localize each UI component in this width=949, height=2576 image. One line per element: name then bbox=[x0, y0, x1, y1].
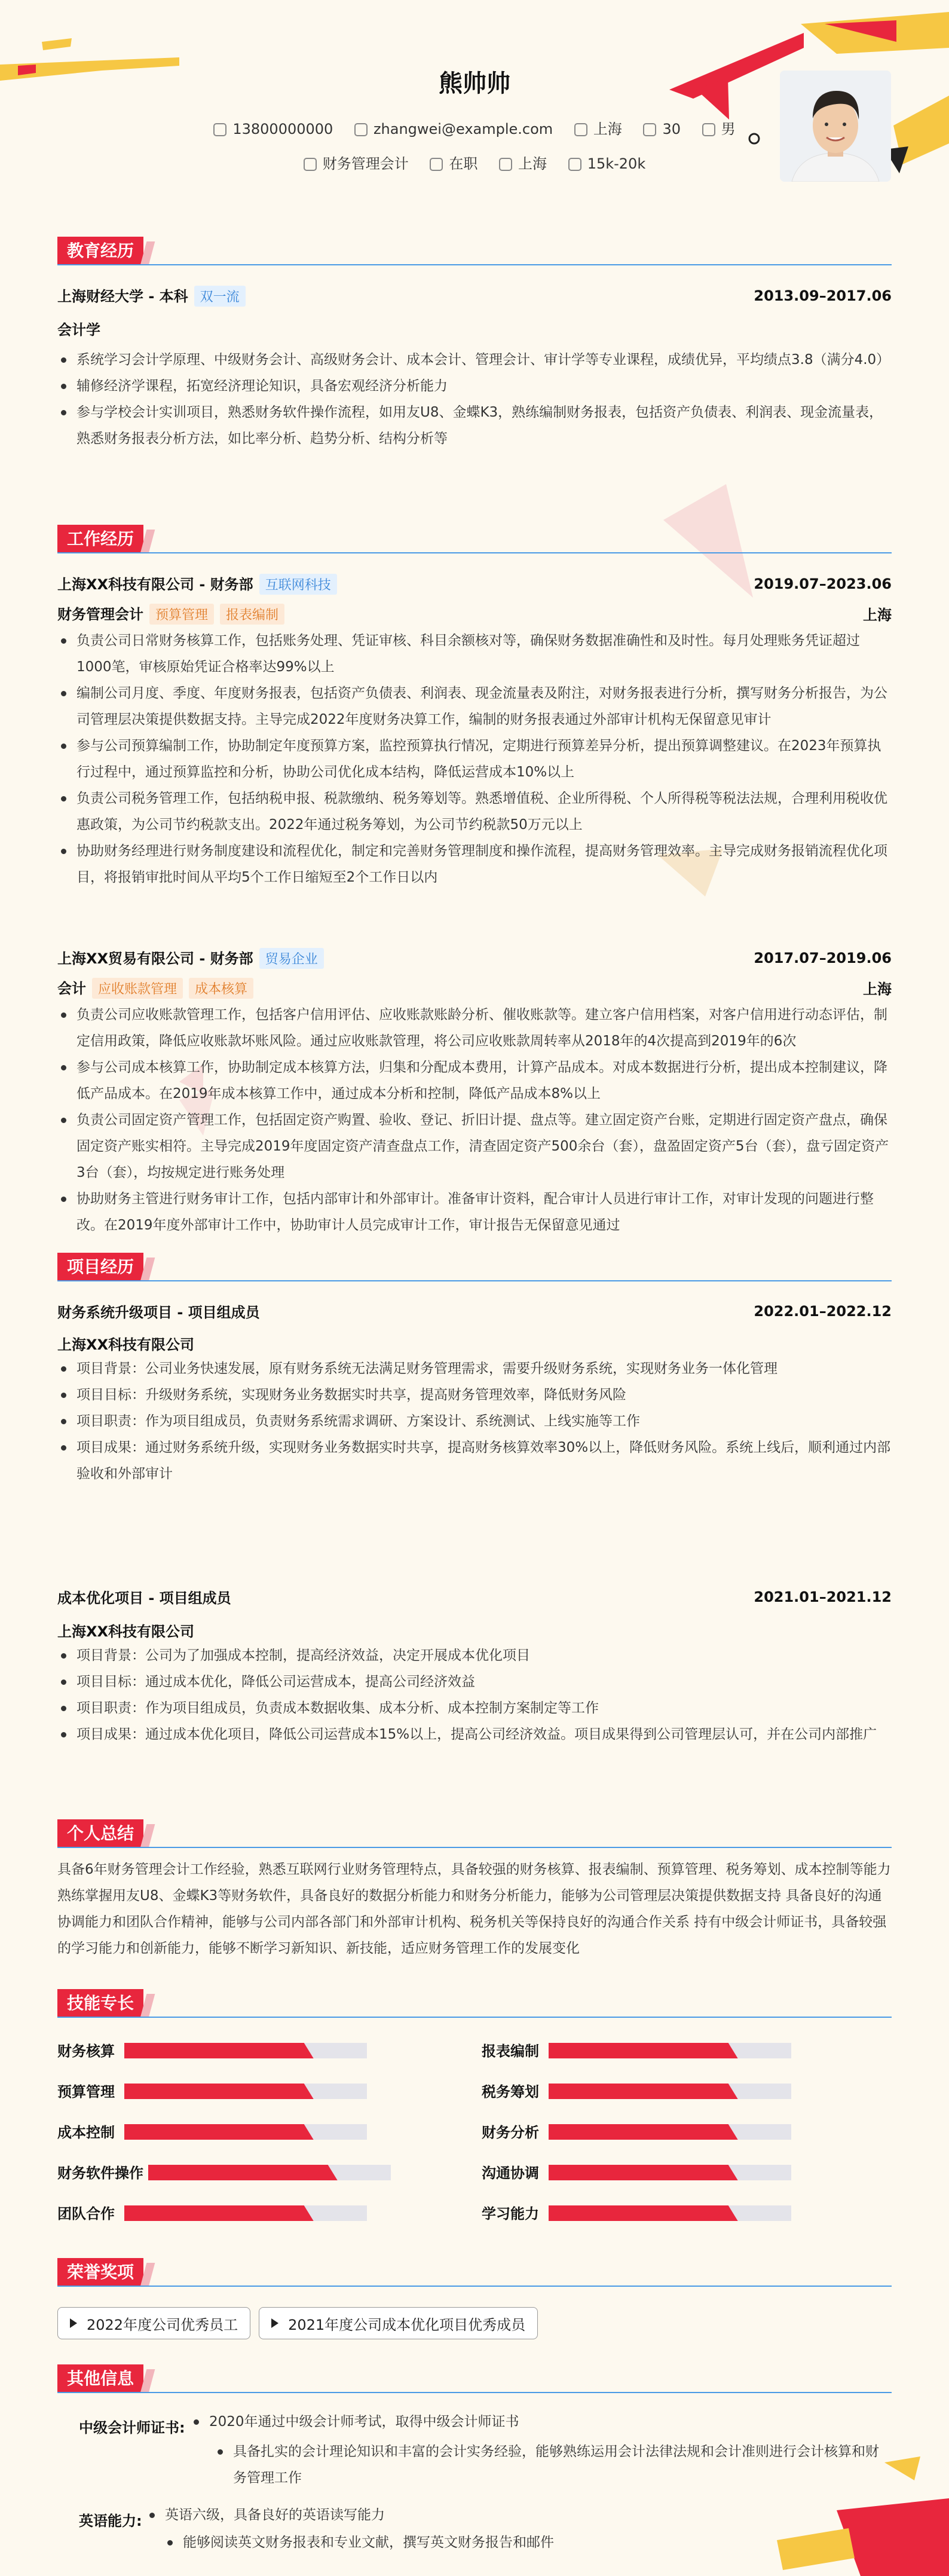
list-item: 参与学校会计实训项目，熟悉财务软件操作流程，如用友U8、金蝶K3，熟练编制财务报表，包括资产负债表、利润表、现金流量表，熟悉财务报表分析方法，如比率分析、趋势分析、结构分析等 bbox=[57, 399, 892, 452]
play-icon bbox=[70, 2318, 77, 2328]
job-intent: 财务管理会计 bbox=[304, 152, 409, 173]
building-icon bbox=[499, 158, 512, 171]
skill-tag: 预算管理 bbox=[149, 604, 214, 625]
skill-level-bar bbox=[549, 2043, 791, 2058]
skill-name: 财务软件操作 bbox=[57, 2165, 143, 2182]
skill-level-fill bbox=[549, 2165, 738, 2180]
status-icon bbox=[430, 158, 443, 171]
industry-tag: 贸易企业 bbox=[259, 948, 324, 969]
job-duties bbox=[57, 1002, 892, 1238]
list-item: 辅修经济学课程，拓宽经济理论知识，具备宏观经济分析能力 bbox=[57, 373, 892, 399]
section-title: 荣誉奖项 bbox=[57, 2258, 143, 2287]
skill-item bbox=[482, 2121, 539, 2141]
section-divider bbox=[57, 2392, 892, 2393]
awards-section bbox=[57, 2258, 892, 2333]
section-title: 项目经历 bbox=[57, 1253, 143, 1281]
job-date: 2019.07–2023.06 bbox=[754, 575, 892, 592]
skill-name: 财务分析 bbox=[482, 2124, 539, 2141]
section-divider bbox=[57, 2286, 892, 2287]
other-section bbox=[57, 2364, 892, 2550]
education-list bbox=[57, 347, 892, 452]
list-item: 项目成果：通过成本优化项目，降低公司运营成本15%以上，提高公司经济效益。项目成果得到公司管理层认可，并在公司内部推广 bbox=[57, 1721, 892, 1748]
section-title: 技能专长 bbox=[57, 1989, 143, 2018]
work-section bbox=[57, 525, 892, 1233]
summary-text: 具备6年财务管理会计工作经验，熟悉互联网行业财务管理特点，具备较强的财务核算、报表编制、预算管理、税务筹划、成本控制等能力 熟练掌握用友U8、金蝶K3等财务软件，具备良好的数据分析能力和财务分析能力，能够为公司管理层决策提供数据支持 具备良好的沟通协调能力和团队合作精神，能够与公司内部各部门和外部审计机构、税务机关等保持良好的沟通合作关系 持有中级会计师证书，具备较强的学习能力和创新能力，能够不断学习新知识、新技能，适应财务管理工作的发展变化 bbox=[57, 1862, 891, 1956]
skill-level-bar bbox=[549, 2165, 791, 2180]
skill-item bbox=[57, 2202, 115, 2223]
skill-item bbox=[482, 2039, 539, 2060]
section-divider bbox=[57, 552, 892, 553]
cert-list bbox=[214, 2439, 892, 2491]
skill-level-fill bbox=[549, 2124, 738, 2140]
skill-level-bar bbox=[124, 2124, 367, 2140]
section-divider bbox=[57, 264, 892, 265]
skill-name: 成本控制 bbox=[57, 2124, 115, 2141]
salary: 15k-20k bbox=[568, 155, 646, 172]
list-item: 项目背景：公司业务快速发展，原有财务系统无法满足财务管理需求，需要升级财务系统，实现财务业务一体化管理 bbox=[57, 1356, 892, 1382]
skill-tag: 报表编制 bbox=[220, 604, 284, 625]
list-item: 项目目标：升级财务系统，实现财务业务数据实时共享，提高财务管理效率，降低财务风险 bbox=[57, 1382, 892, 1408]
list-item: 协助财务经理进行财务制度建设和流程优化，制定和完善财务管理制度和操作流程，提高财务管理效率。主导完成财务报销流程优化项目，将报销审批时间从平均5个工作日缩短至2个工作日以内 bbox=[57, 838, 892, 891]
project-details bbox=[57, 1642, 892, 1748]
list-item: 负责公司应收账款管理工作，包括客户信用评估、应收账款账龄分析、催收账款等。建立客户信用档案，对客户信用进行动态评估，制定信用政策，降低应收账款坏账风险。通过应收账款管理，将公司应收账款周转率从2018年的4次提高到2019年的6次 bbox=[57, 1002, 892, 1054]
skill-level-bar bbox=[549, 2084, 791, 2099]
english-label: 英语能力: bbox=[79, 2513, 142, 2529]
project-section bbox=[57, 1253, 892, 1742]
section-title: 其他信息 bbox=[57, 2364, 143, 2393]
phone: 13800000000 bbox=[213, 121, 333, 137]
skill-level-fill bbox=[549, 2205, 738, 2221]
skill-level-bar bbox=[148, 2165, 391, 2180]
job-position-row: 财务管理会计 预算管理 报表编制 上海 bbox=[57, 602, 892, 625]
english-list bbox=[146, 2502, 892, 2528]
skill-item bbox=[57, 2039, 115, 2060]
skill-level-bar bbox=[124, 2084, 367, 2099]
skill-level-fill bbox=[549, 2084, 738, 2099]
money-icon bbox=[568, 158, 581, 171]
gender: 男 bbox=[702, 117, 736, 138]
target-city: 上海 bbox=[499, 152, 547, 173]
awards-list bbox=[57, 2307, 546, 2339]
list-item: 2020年通过中级会计师考试，取得中级会计师证书 bbox=[190, 2409, 892, 2435]
list-item: 参与公司成本核算工作，协助制定成本核算方法，归集和分配成本费用，计算产品成本。对成本数据进行分析，提出成本控制建议，降低产品成本。在2019年成本核算工作中，通过成本分析和控制，降低产品成本8%以上 bbox=[57, 1054, 892, 1107]
skill-name: 沟通协调 bbox=[482, 2165, 539, 2182]
project-header: 成本优化项目 - 项目组成员 2021.01–2021.12 bbox=[57, 1588, 892, 1607]
list-item: 参与公司预算编制工作，协助制定年度预算方案，监控预算执行情况，定期进行预算差异分析，提出预算调整建议。在2023年预算执行过程中，通过预算监控和分析，协助公司优化成本结构，降低运营成本10%以上 bbox=[57, 733, 892, 785]
list-item: 项目职责：作为项目组成员，负责成本数据收集、成本分析、成本控制方案制定等工作 bbox=[57, 1695, 892, 1721]
skill-level-bar bbox=[124, 2043, 367, 2058]
section-divider bbox=[57, 1280, 892, 1281]
list-item: 负责公司固定资产管理工作，包括固定资产购置、验收、登记、折旧计提、盘点等。建立固定资产台账，定期进行固定资产盘点，确保固定资产账实相符。主导完成2019年度固定资产清查盘点工作，清查固定资产500余台（套），盘盈固定资产5台（套），盘亏固定资产3台（套），均按规定进行账务处理 bbox=[57, 1107, 892, 1186]
job-duties bbox=[57, 628, 892, 891]
skills-section bbox=[57, 1989, 892, 2300]
award-item: 2021年度公司成本优化项目优秀成员 bbox=[259, 2307, 538, 2339]
skill-name: 预算管理 bbox=[57, 2084, 115, 2100]
english-list bbox=[164, 2529, 892, 2556]
skill-level-fill bbox=[124, 2205, 314, 2221]
job-header: 上海XX贸易有限公司 - 财务部 贸易企业 2017.07–2019.06 bbox=[57, 947, 892, 969]
skill-level-bar bbox=[124, 2205, 367, 2221]
skill-item bbox=[482, 2202, 539, 2223]
cert-label: 中级会计师证书: bbox=[79, 2419, 185, 2436]
skill-level-bar bbox=[549, 2124, 791, 2140]
list-item: 项目职责：作为项目组成员，负责财务系统需求调研、方案设计、系统测试、上线实施等工作 bbox=[57, 1408, 892, 1434]
section-divider bbox=[57, 2017, 892, 2018]
skill-name: 报表编制 bbox=[482, 2043, 539, 2060]
list-item: 英语六级，具备良好的英语读写能力 bbox=[146, 2502, 892, 2528]
list-item: 项目成果：通过财务系统升级，实现财务业务数据实时共享，提高财务核算效率30%以上，降低财务风险。系统上线后，顺利通过内部验收和外部审计 bbox=[57, 1434, 892, 1487]
section-divider bbox=[57, 1847, 892, 1848]
project-company: 上海XX科技有限公司 bbox=[57, 1623, 195, 1640]
location-icon bbox=[574, 123, 587, 136]
skill-level-fill bbox=[549, 2043, 738, 2058]
award-item: 2022年度公司优秀员工 bbox=[57, 2307, 250, 2339]
section-title: 个人总结 bbox=[57, 1819, 143, 1848]
list-item: 负责公司日常财务核算工作，包括账务处理、凭证审核、科目余额核对等，确保财务数据准确性和及时性。每月处理账务凭证超过1000笔，审核原始凭证合格率达99%以上 bbox=[57, 628, 892, 680]
list-item: 项目目标：通过成本优化，降低公司运营成本，提高公司经济效益 bbox=[57, 1669, 892, 1695]
industry-tag: 互联网科技 bbox=[259, 574, 337, 595]
play-icon bbox=[271, 2318, 278, 2328]
skill-item bbox=[57, 2080, 115, 2101]
skill-level-fill bbox=[148, 2165, 338, 2180]
list-item: 负责公司税务管理工作，包括纳税申报、税款缴纳、税务筹划等。熟悉增值税、企业所得税、个人所得税等税法法规，合理利用税收优惠政策，为公司节约税款支出。2022年通过税务筹划，为公司节约税款50万元以上 bbox=[57, 785, 892, 838]
project-header: 财务系统升级项目 - 项目组成员 2022.01–2022.12 bbox=[57, 1302, 892, 1321]
section-title: 教育经历 bbox=[57, 237, 143, 265]
city: 上海 bbox=[574, 117, 622, 138]
skill-name: 税务筹划 bbox=[482, 2084, 539, 2100]
skill-item bbox=[482, 2161, 539, 2182]
major: 会计学 bbox=[57, 322, 100, 338]
skill-item bbox=[482, 2080, 539, 2101]
project-date: 2022.01–2022.12 bbox=[754, 1302, 892, 1320]
project-company: 上海XX科技有限公司 bbox=[57, 1336, 195, 1353]
job-location: 上海 bbox=[863, 607, 892, 623]
project-date: 2021.01–2021.12 bbox=[754, 1588, 892, 1605]
summary-section bbox=[57, 1819, 892, 1956]
skill-level-bar bbox=[549, 2205, 791, 2221]
send-icon bbox=[304, 158, 317, 171]
education-section bbox=[57, 237, 892, 446]
list-item: 系统学习会计学原理、中级财务会计、高级财务会计、成本会计、管理会计、审计学等专业课程，成绩优异，平均绩点3.8（满分4.0） bbox=[57, 347, 892, 373]
skill-name: 财务核算 bbox=[57, 2043, 115, 2060]
list-item: 具备扎实的会计理论知识和丰富的会计实务经验，能够熟练运用会计法律法规和会计准则进行会计核算和财务管理工作 bbox=[214, 2439, 892, 2491]
education-header: 上海财经大学 - 本科 双一流 2013.09–2017.06 bbox=[57, 284, 892, 307]
age-icon bbox=[643, 123, 656, 136]
phone-icon bbox=[213, 123, 226, 136]
work-status: 在职 bbox=[430, 152, 477, 173]
age: 30 bbox=[643, 121, 681, 137]
skill-name: 团队合作 bbox=[57, 2205, 115, 2222]
education-date: 2013.09–2017.06 bbox=[754, 287, 892, 304]
skill-item bbox=[57, 2121, 115, 2141]
job-position-row: 会计 应收账款管理 成本核算 上海 bbox=[57, 977, 892, 999]
skill-name: 学习能力 bbox=[482, 2205, 539, 2222]
job-header: 上海XX科技有限公司 - 财务部 互联网科技 2019.07–2023.06 bbox=[57, 573, 892, 595]
mail-icon bbox=[354, 123, 368, 136]
skill-tag: 应收账款管理 bbox=[92, 978, 183, 999]
job-date: 2017.07–2019.06 bbox=[754, 949, 892, 966]
section-title: 工作经历 bbox=[57, 525, 143, 553]
avatar-photo bbox=[780, 71, 891, 182]
list-item: 项目背景：公司为了加强成本控制，提高经济效益，决定开展成本优化项目 bbox=[57, 1642, 892, 1669]
job-location: 上海 bbox=[863, 981, 892, 998]
skill-item bbox=[57, 2161, 143, 2182]
email: zhangwei@example.com bbox=[354, 121, 553, 137]
list-item: 协助财务主管进行财务审计工作，包括内部审计和外部审计。准备审计资料，配合审计人员进行审计工作，对审计发现的问题进行整改。在2019年度外部审计工作中，协助审计人员完成审计工作，审计报告无保留意见通过 bbox=[57, 1186, 892, 1238]
list-item: 能够阅读英文财务报表和专业文献，撰写英文财务报告和邮件 bbox=[164, 2529, 892, 2556]
candidate-name: 熊帅帅 bbox=[439, 70, 510, 97]
cert-list bbox=[190, 2409, 892, 2435]
project-details bbox=[57, 1356, 892, 1487]
gender-icon bbox=[702, 123, 715, 136]
skill-level-fill bbox=[124, 2124, 314, 2140]
skill-level-fill bbox=[124, 2043, 314, 2058]
list-item: 编制公司月度、季度、年度财务报表，包括资产负债表、利润表、现金流量表及附注，对财务报表进行分析，撰写财务分析报告，为公司管理层决策提供数据支持。主导完成2022年度财务决算工作，编制的财务报表通过外部审计机构无保留意见审计 bbox=[57, 680, 892, 733]
skill-level-fill bbox=[124, 2084, 314, 2099]
skill-tag: 成本核算 bbox=[189, 978, 253, 999]
school-tag: 双一流 bbox=[194, 286, 246, 307]
